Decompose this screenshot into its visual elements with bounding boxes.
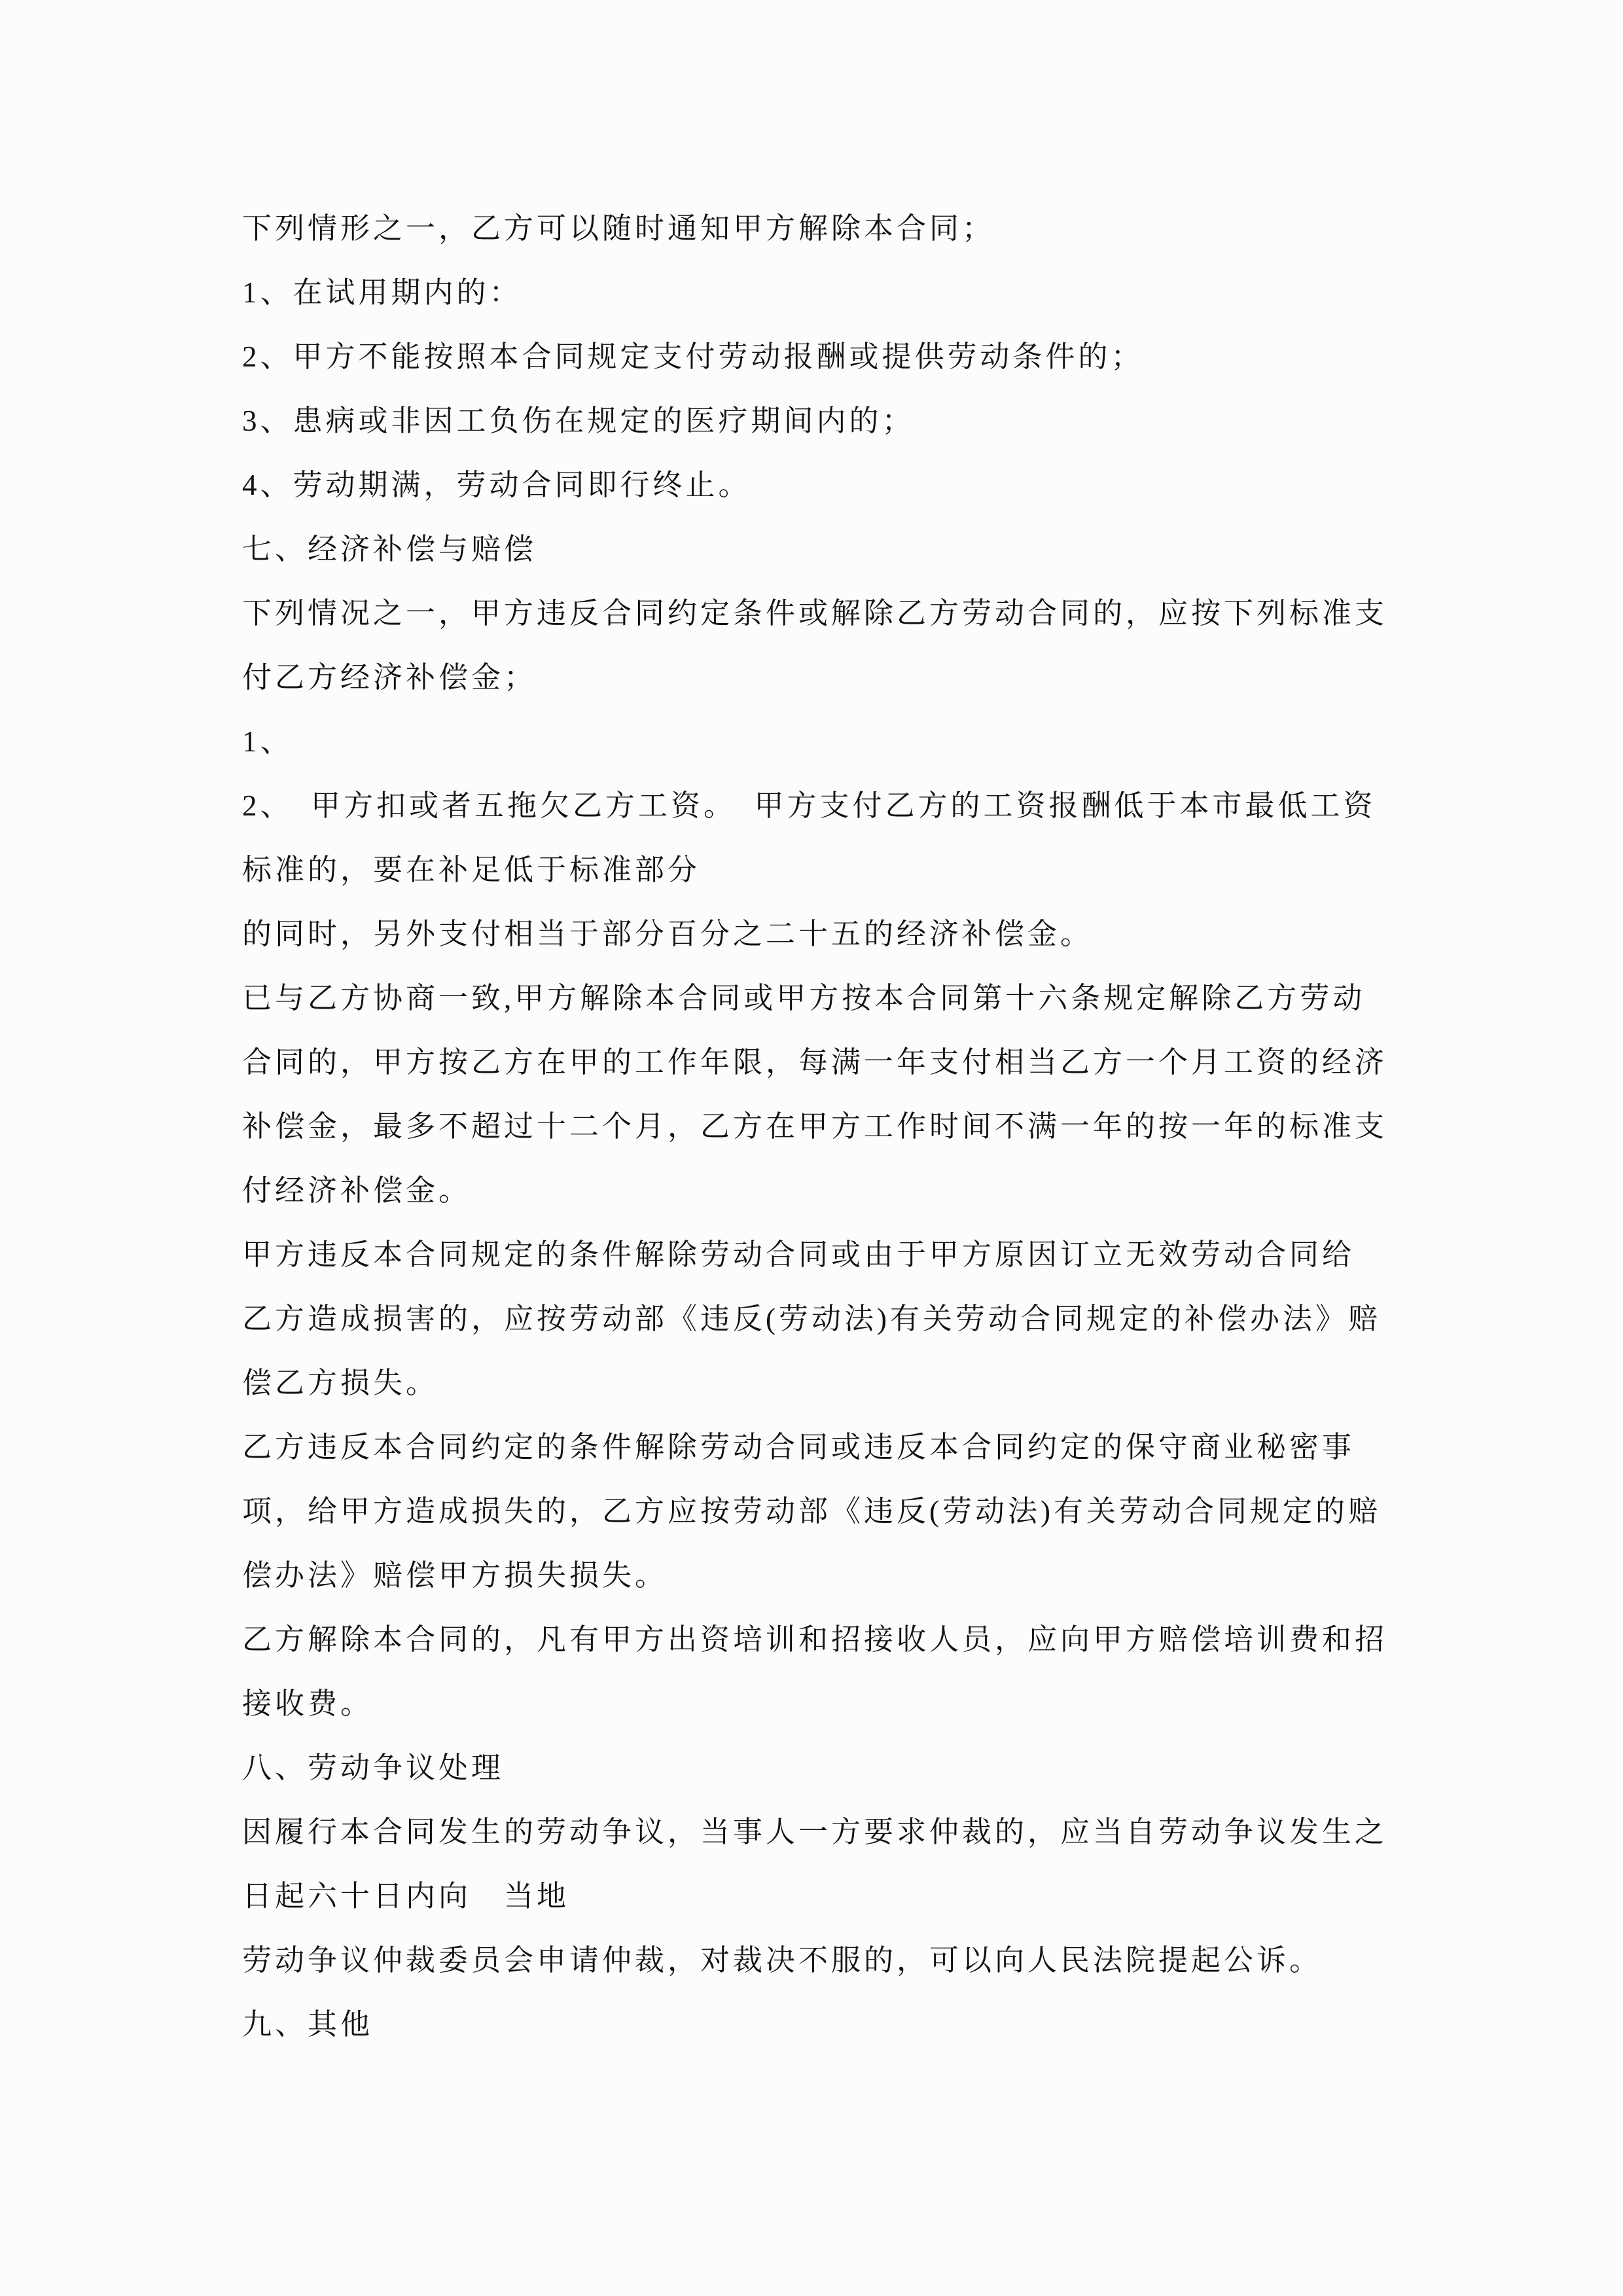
- document-line: 乙方违反本合同约定的条件解除劳动合同或违反本合同约定的保守商业秘密事: [242, 1431, 1355, 1463]
- document-line: 已与乙方协商一致,甲方解除本合同或甲方按本合同第十六条规定解除乙方劳动: [242, 982, 1366, 1014]
- document-line: 下列情况之一，甲方违反合同约定条件或解除乙方劳动合同的，应按下列标准支: [242, 597, 1388, 630]
- document-line: 标准的，要在补足低于标准部分: [242, 853, 701, 886]
- document-line: 九、其他: [242, 2008, 374, 2041]
- document-line: 3、患病或非因工负伤在规定的医疗期间内的；: [242, 404, 915, 437]
- document-line: 乙方解除本合同的，凡有甲方出资培训和招接收人员，应向甲方赔偿培训费和招: [242, 1623, 1388, 1656]
- document-line: 乙方造成损害的，应按劳动部《违反(劳动法)有关劳动合同规定的补偿办法》赔: [242, 1302, 1381, 1335]
- document-line: 接收费。: [242, 1687, 374, 1720]
- document-line: 付乙方经济补偿金；: [242, 661, 537, 694]
- document-line: 项，给甲方造成损失的，乙方应按劳动部《违反(劳动法)有关劳动合同规定的赔: [242, 1495, 1381, 1528]
- document-line: 付经济补偿金。: [242, 1174, 472, 1207]
- document-line: 八、劳动争议处理: [242, 1751, 505, 1784]
- document-line: 补偿金，最多不超过十二个月，乙方在甲方工作时间不满一年的按一年的标准支: [242, 1110, 1388, 1143]
- document-line: 合同的，甲方按乙方在甲的工作年限，每满一年支付相当乙方一个月工资的经济: [242, 1046, 1388, 1079]
- document-line: 的同时，另外支付相当于部分百分之二十五的经济补偿金。: [242, 918, 1094, 950]
- document-line: 甲方违反本合同规定的条件解除劳动合同或由于甲方原因订立无效劳动合同给: [242, 1238, 1355, 1271]
- document-line: 2、甲方不能按照本合同规定支付劳动报酬或提供劳动条件的；: [242, 340, 1144, 373]
- document-line: 劳动争议仲裁委员会申请仲裁，对裁决不服的，可以向人民法院提起公诉。: [242, 1944, 1323, 1977]
- document-line: 七、经济补偿与赔偿: [242, 533, 537, 565]
- document-line: 2、 甲方扣或者五拖欠乙方工资。 甲方支付乙方的工资报酬低于本市最低工资: [242, 789, 1376, 822]
- document-line: 偿乙方损失。: [242, 1367, 439, 1399]
- document-line: 1、在试用期内的：: [242, 276, 522, 309]
- document-line: 偿办法》赔偿甲方损失损失。: [242, 1559, 668, 1592]
- document-line: 4、劳动期满，劳动合同即行终止。: [242, 469, 751, 501]
- document-line: 日起六十日内向 当地: [242, 1880, 570, 1912]
- document-line: 因履行本合同发生的劳动争议，当事人一方要求仲裁的，应当自劳动争议发生之: [242, 1816, 1388, 1848]
- document-line: 1、: [242, 725, 293, 758]
- document-line: 下列情形之一，乙方可以随时通知甲方解除本合同；: [242, 212, 995, 245]
